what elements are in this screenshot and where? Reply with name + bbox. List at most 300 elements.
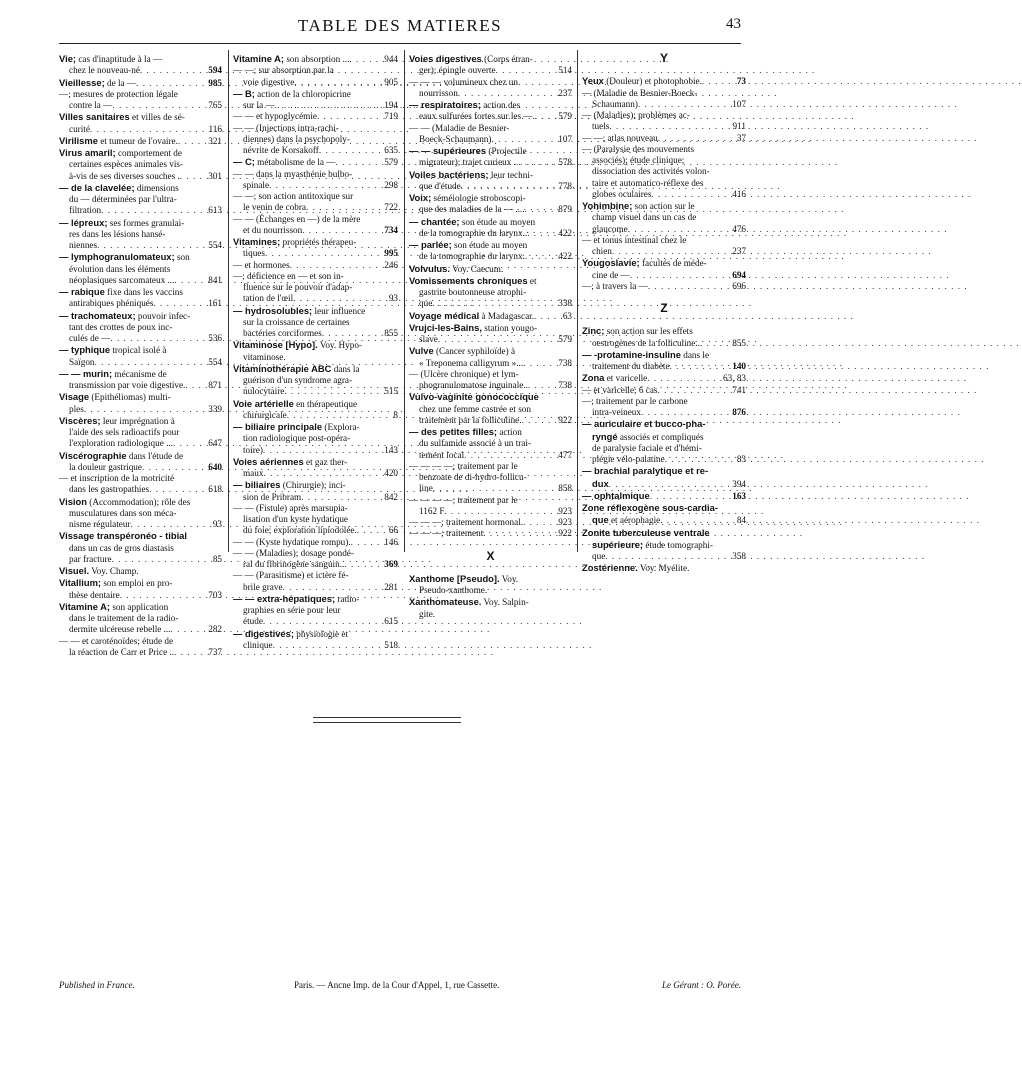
index-line xyxy=(59,159,222,170)
entry-description: — — dans la myasthénie bulbo- xyxy=(233,168,353,179)
entry-text xyxy=(582,385,658,396)
entry-heading: — de la clavelée; xyxy=(59,181,135,193)
index-line xyxy=(582,514,746,526)
entry-text xyxy=(69,508,222,519)
index-line xyxy=(233,214,398,225)
page-reference: 855 xyxy=(384,328,398,338)
page-reference: 161 xyxy=(208,298,222,309)
index-line xyxy=(582,551,746,562)
index-column-1 xyxy=(59,53,222,658)
index-line xyxy=(233,492,398,503)
page-reference: 518 xyxy=(384,639,398,650)
index-line xyxy=(59,286,222,298)
entry-description: (Cancer syphiloïde) à xyxy=(433,346,516,357)
leader-dots xyxy=(528,380,552,391)
page-reference: 73 xyxy=(736,76,746,87)
index-line xyxy=(409,123,572,134)
entry-text xyxy=(409,169,572,181)
index-line xyxy=(59,601,222,613)
leader-dots xyxy=(273,640,378,651)
entry-text xyxy=(69,647,174,658)
index-line xyxy=(233,271,398,282)
entry-text xyxy=(59,77,136,89)
index-line xyxy=(59,322,222,333)
index-line xyxy=(233,77,398,88)
entry-text xyxy=(592,431,746,443)
leader-dots xyxy=(263,616,378,627)
entry-text xyxy=(69,427,222,438)
entry-description: tiques xyxy=(243,248,265,259)
index-line xyxy=(582,349,746,361)
page-reference: 778 xyxy=(558,180,572,191)
entry-text xyxy=(592,514,660,526)
entry-heading: Xanthome [Pseudo]. xyxy=(409,572,500,584)
entry-description: — — — volumineux chez un xyxy=(409,76,518,87)
entry-text xyxy=(69,159,222,170)
entry-text xyxy=(243,468,263,479)
index-line xyxy=(59,111,222,123)
index-line xyxy=(582,407,746,418)
page-reference: 107 xyxy=(732,98,746,109)
entry-description: (Explora- xyxy=(322,422,360,432)
entry-text xyxy=(419,228,527,239)
index-line xyxy=(409,345,572,357)
entry-text xyxy=(233,548,398,559)
entry-description: traitement par la folliculine. xyxy=(419,414,522,425)
index-line xyxy=(59,519,222,530)
entry-text xyxy=(409,345,572,357)
entry-description: ral du fibrinogène sanguin.. xyxy=(243,559,345,569)
index-line xyxy=(233,616,398,627)
entry-text xyxy=(69,404,84,415)
entry-text xyxy=(243,202,306,213)
entry-text xyxy=(592,551,605,562)
entry-text xyxy=(233,236,398,248)
index-line xyxy=(59,647,222,658)
entry-description: fluence sur le pouvoir d'adap- xyxy=(243,282,353,292)
entry-description: — — —; traitement hormonal. xyxy=(409,517,524,527)
entry-description: vitaminose. xyxy=(243,351,286,362)
leader-dots xyxy=(700,338,726,349)
entry-text xyxy=(69,380,185,391)
index-line xyxy=(233,328,398,339)
entry-description: — — —; traitement xyxy=(409,528,484,539)
entry-description: chez une femme castrée et son xyxy=(419,403,531,414)
entry-description: — — — —; traitement par le xyxy=(409,494,518,505)
entry-text xyxy=(69,519,130,530)
entry-heading: — lépreux; xyxy=(59,216,108,228)
entry-description: du foie; exploration lipiodolée. xyxy=(243,525,357,536)
index-line xyxy=(59,65,222,76)
entry-heading: Zona xyxy=(582,372,605,384)
entry-heading: Virilisme xyxy=(59,134,98,146)
entry-description: — et varicelle; 6 cas xyxy=(582,384,658,395)
index-line xyxy=(409,111,572,122)
entry-description: guérison d'un syndrome agra- xyxy=(243,375,353,385)
index-line xyxy=(409,506,572,517)
index-line xyxy=(582,121,746,132)
entry-description: « Treponema calligyrum »... xyxy=(419,357,524,368)
entry-text xyxy=(409,263,572,275)
entry-text xyxy=(592,338,700,349)
entry-description: action xyxy=(497,427,522,437)
index-line xyxy=(582,396,746,407)
leader-dots xyxy=(142,462,202,473)
entry-description: la réaction de Carr et Price .. xyxy=(69,646,175,657)
index-line xyxy=(233,421,398,433)
index-line xyxy=(233,525,398,536)
entry-text xyxy=(59,601,222,613)
entry-description: dans le xyxy=(680,349,710,360)
page-reference: 922 xyxy=(558,414,572,425)
entry-text xyxy=(59,530,222,542)
entry-description: — — et caroténoïdes; étude de xyxy=(59,635,174,646)
index-line xyxy=(409,145,572,157)
leader-dots xyxy=(120,590,202,601)
page-reference: 554 xyxy=(208,240,222,250)
index-line xyxy=(59,135,222,147)
entry-text xyxy=(59,135,178,147)
page-reference: 694 xyxy=(732,269,746,280)
entry-heading: Vulve xyxy=(409,345,434,357)
entry-heading: Voies aériennes xyxy=(233,455,304,467)
entry-text xyxy=(233,305,398,317)
index-line xyxy=(582,562,746,574)
entry-heading: — auriculaire et bucco-pha- xyxy=(582,418,706,430)
index-line xyxy=(233,180,398,191)
leader-dots xyxy=(275,100,378,111)
page-reference: 477 xyxy=(558,449,572,460)
index-line xyxy=(59,171,222,182)
entry-description: de la tomographie du larynx. xyxy=(419,251,525,262)
spacer xyxy=(582,314,746,325)
closing-rule xyxy=(313,717,461,718)
entry-description: la douleur gastrique xyxy=(69,461,142,472)
column-divider xyxy=(577,50,578,552)
page-reference: 85 xyxy=(212,553,222,564)
entry-description: Voy. Salpin- xyxy=(481,597,529,608)
entry-heading: Viscérographie xyxy=(59,449,127,461)
index-line xyxy=(59,613,222,624)
entry-description: leur influence xyxy=(312,305,366,316)
page-reference: 66 xyxy=(388,525,398,536)
entry-heading: Vulvo-vaginite gonococcique xyxy=(409,391,539,403)
page-reference: 338 xyxy=(558,298,572,309)
page-reference: 321 xyxy=(208,135,222,146)
leader-dots xyxy=(302,225,378,236)
entry-description: fixe dans les vaccins xyxy=(104,287,183,297)
page-reference: 841 xyxy=(208,274,222,285)
entry-description: et tumeur de l'ovaire. xyxy=(97,135,178,146)
entry-description: station yougo- xyxy=(481,322,538,333)
page-reference: 420 xyxy=(384,468,398,478)
index-line xyxy=(233,88,398,100)
index-line xyxy=(233,225,398,236)
index-line xyxy=(59,298,222,309)
leader-dots xyxy=(173,438,202,449)
entry-heading: Voie artérielle xyxy=(233,397,294,409)
entry-description: associés et compliqués xyxy=(617,431,704,442)
entry-text xyxy=(69,275,174,286)
entry-text xyxy=(243,248,265,259)
leader-dots xyxy=(112,100,202,111)
index-line xyxy=(582,502,746,514)
index-line xyxy=(233,363,398,375)
entry-text xyxy=(409,77,572,88)
entry-text xyxy=(419,483,433,494)
index-line xyxy=(59,344,222,356)
entry-description: intra-veineux xyxy=(592,407,641,417)
entry-description: son absorption ... xyxy=(284,54,350,64)
index-line xyxy=(582,418,746,430)
entry-description: brile grave xyxy=(243,581,283,592)
entry-text xyxy=(582,75,702,87)
index-line xyxy=(409,596,572,608)
index-line xyxy=(409,358,572,369)
entry-heading: — brachial paralytique et re- xyxy=(582,465,709,477)
leader-dots xyxy=(149,484,202,495)
entry-text xyxy=(69,333,110,344)
index-line xyxy=(59,333,222,344)
entry-text xyxy=(592,224,628,235)
entry-description: mécanisme de xyxy=(112,368,167,379)
entry-text xyxy=(243,145,319,156)
entry-text xyxy=(419,506,444,517)
entry-description: contre la — xyxy=(69,100,113,110)
entry-text xyxy=(592,407,641,418)
index-line xyxy=(59,391,222,403)
entry-description: sion de Pribram xyxy=(243,491,302,502)
entry-description: chien xyxy=(592,246,612,256)
index-line xyxy=(582,372,746,384)
entry-text xyxy=(69,590,120,601)
entry-description: séméiologie stroboscopi- xyxy=(431,193,526,203)
entry-text xyxy=(592,121,609,132)
entry-text xyxy=(59,111,222,123)
index-line xyxy=(233,156,398,168)
page-reference: 741 xyxy=(732,384,746,395)
entry-text xyxy=(243,525,357,536)
entry-description: taire et automatico-réflexe des xyxy=(592,177,704,188)
index-line xyxy=(233,317,398,328)
entry-description: associés); étude clinique; xyxy=(592,155,685,165)
entry-description: et gaz ther- xyxy=(303,456,348,467)
entry-text xyxy=(233,169,398,180)
entry-heading: Vie; xyxy=(59,53,77,64)
entry-text xyxy=(419,438,572,449)
index-line xyxy=(409,239,572,251)
entry-description: — — (Parasitisme) et ictère fé- xyxy=(233,570,349,581)
index-line xyxy=(409,310,572,322)
page-reference: 703 xyxy=(208,589,222,600)
entry-description: du sulfamide associé à un trai- xyxy=(419,438,531,449)
leader-dots xyxy=(180,171,202,182)
page-reference: 944 xyxy=(384,54,398,64)
index-line xyxy=(409,322,572,334)
index-line xyxy=(582,478,746,490)
leader-dots xyxy=(522,415,552,426)
entry-text xyxy=(419,298,432,309)
entry-text xyxy=(409,239,572,251)
entry-description: — —; atlas nouveau xyxy=(582,132,658,143)
leader-dots xyxy=(317,111,378,122)
entry-text xyxy=(409,426,572,438)
leader-dots xyxy=(518,157,552,168)
entry-text xyxy=(582,502,746,514)
entry-description: —; traitement par le carbone xyxy=(582,395,688,406)
index-line xyxy=(233,123,398,134)
page-reference: 613 xyxy=(208,205,222,216)
index-line xyxy=(233,169,398,180)
index-line xyxy=(233,352,398,363)
index-line xyxy=(59,380,222,391)
entry-text xyxy=(582,562,746,574)
entry-description: (Projectile xyxy=(486,146,527,156)
entry-text xyxy=(409,216,572,228)
entry-description: benzoate de di-hydro-follicu- xyxy=(419,472,527,482)
index-line xyxy=(582,385,746,396)
entry-text xyxy=(69,322,222,333)
index-line xyxy=(233,593,398,605)
entry-heading: Vision xyxy=(59,495,87,507)
leader-dots xyxy=(523,358,552,369)
entry-text xyxy=(59,636,222,647)
index-line xyxy=(409,415,572,426)
page-reference: 422 xyxy=(558,227,572,238)
entry-description: niennes xyxy=(69,240,98,250)
entry-text xyxy=(243,445,263,456)
index-line xyxy=(409,461,572,472)
entry-text xyxy=(592,454,665,465)
entry-description: de paralysie faciale et d'hémi- xyxy=(592,442,702,453)
entry-description: ger); épingle ouverte xyxy=(419,65,496,76)
leader-dots xyxy=(95,357,202,368)
entry-description: tation de l'œil xyxy=(243,293,294,304)
entry-text xyxy=(69,438,173,449)
entry-description: néoplasiques sarcomateux ... xyxy=(69,274,175,285)
entry-text xyxy=(243,293,293,304)
entry-text xyxy=(582,465,746,477)
entry-text xyxy=(233,421,398,433)
page-reference: 738 xyxy=(558,380,572,390)
entry-description: filtration xyxy=(69,205,102,216)
leader-dots xyxy=(101,205,202,216)
page-title: TABLE DES MATIERES xyxy=(297,16,503,35)
entry-text xyxy=(59,450,222,462)
index-line xyxy=(59,484,222,495)
entry-text xyxy=(582,235,746,246)
entry-heading: — hydrosolubles; xyxy=(233,304,313,316)
entry-description: névrite de Korsakoff xyxy=(243,145,319,155)
entry-text xyxy=(419,111,535,122)
entry-description: chirurgicale xyxy=(243,409,287,420)
leader-dots xyxy=(84,404,202,415)
index-line xyxy=(233,456,398,468)
entry-description: — (Maladie de Besnier-Boeck- xyxy=(582,87,698,98)
index-line xyxy=(582,235,746,246)
entry-description: dans un cas de gros diastasis xyxy=(69,542,174,553)
entry-description: — et hormones xyxy=(233,259,290,270)
page-reference: 282 xyxy=(208,624,222,635)
page-reference: 554 xyxy=(208,356,222,367)
spacer xyxy=(409,562,572,573)
entry-description: champ visuel dans un cas de xyxy=(592,212,697,223)
entry-description: migrateur); trajet curieux .. xyxy=(419,157,519,168)
entry-text xyxy=(69,205,101,216)
entry-text xyxy=(69,554,112,565)
closing-rule xyxy=(313,722,461,723)
entry-text xyxy=(243,492,301,503)
leader-dots xyxy=(90,124,202,135)
header-rule xyxy=(59,43,741,44)
entry-text xyxy=(592,361,670,372)
entry-description: et xyxy=(527,275,537,286)
index-line xyxy=(233,398,398,410)
entry-description: clinique xyxy=(243,639,273,650)
page-reference: 93 xyxy=(388,293,398,304)
entry-text xyxy=(69,462,142,473)
index-line xyxy=(409,391,572,403)
entry-description: dermite ulcéreuse rebelle ... xyxy=(69,624,171,635)
index-line xyxy=(59,508,222,519)
entry-text xyxy=(419,157,518,168)
index-line xyxy=(409,404,572,415)
entry-description: son action sur les effets xyxy=(604,326,693,337)
entry-description: Pseudo-xanthome. xyxy=(419,585,488,595)
page-reference: 83 xyxy=(736,454,746,464)
entry-description: leur imprégnation à xyxy=(100,415,175,426)
entry-description: que d'étude xyxy=(419,180,461,191)
entry-heading: Zinc; xyxy=(582,325,605,337)
entry-text xyxy=(592,99,638,110)
entry-text xyxy=(233,123,398,134)
entry-text xyxy=(233,363,398,375)
leader-dots xyxy=(641,407,726,418)
entry-description: par fracture xyxy=(69,553,112,564)
entry-text xyxy=(582,325,746,337)
leader-dots xyxy=(140,65,202,76)
page-reference: 923 xyxy=(558,505,572,516)
index-line xyxy=(582,527,746,539)
entry-description: leur techni- xyxy=(488,169,533,180)
index-line xyxy=(582,75,746,87)
page-reference: 579 xyxy=(384,157,398,168)
entry-heading: Vitaminose [Hypo]. xyxy=(233,339,318,351)
entry-heading: — lymphogranulomateux; xyxy=(59,251,175,263)
entry-text xyxy=(243,282,398,293)
index-line xyxy=(59,496,222,508)
leader-dots xyxy=(174,647,202,658)
entry-text xyxy=(592,178,746,189)
leader-dots xyxy=(523,517,552,528)
entry-text xyxy=(409,369,572,380)
entry-description: culés de — xyxy=(69,333,111,343)
entry-text xyxy=(233,53,349,65)
page-reference: 615 xyxy=(384,616,398,627)
index-line xyxy=(233,65,398,76)
entry-text xyxy=(409,596,572,608)
index-line xyxy=(59,565,222,577)
entry-description: de la tomographie du larynx.. xyxy=(419,227,528,238)
index-line xyxy=(59,368,222,380)
page-header xyxy=(59,16,741,42)
leader-dots xyxy=(651,189,726,200)
entry-text xyxy=(233,65,398,76)
index-line xyxy=(582,144,746,155)
index-line xyxy=(582,99,746,110)
entry-text xyxy=(409,461,572,472)
index-line xyxy=(59,357,222,368)
